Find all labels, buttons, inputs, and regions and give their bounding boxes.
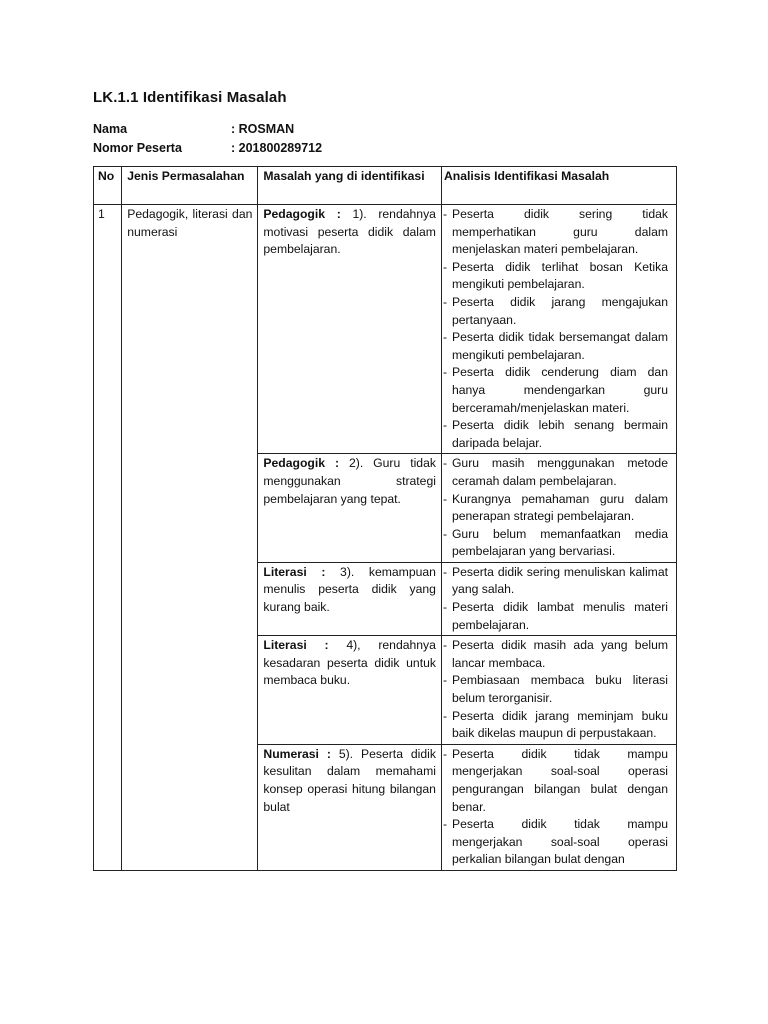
masalah-category: Numerasi : (263, 746, 331, 761)
problem-identification-table (93, 166, 677, 871)
analisis-item: - Kurangnya pemahaman guru dalam penerapan strategi pembelajaran. (444, 491, 668, 526)
participant-info (93, 120, 322, 158)
name-row (93, 120, 322, 139)
analisis-item: - Peserta didik tidak bersemangat dalam mengikuti pembelajaran. (444, 329, 668, 364)
masalah-cell (258, 744, 442, 870)
table-body (94, 205, 677, 871)
analisis-list (444, 746, 668, 869)
header-masalah: Masalah yang di identifikasi (258, 167, 442, 205)
masalah-category: Pedagogik : (263, 207, 341, 221)
analisis-item: - Peserta didik jarang meminjam buku baik dikelas maupun di perpustakaan. (444, 708, 668, 743)
masalah-text: 4), rendahnya kesadaran peserta didik untuk membaca buku. (263, 638, 436, 688)
analisis-item: - Peserta didik masih ada yang belum lancar membaca. (444, 637, 668, 672)
header-jenis-permasalahan: Jenis Permasalahan (122, 167, 258, 205)
row-number: 1 (94, 205, 122, 871)
masalah-cell (258, 562, 442, 635)
participant-number-row (93, 139, 322, 158)
analisis-item: - Peserta didik jarang mengajukan pertanyaan. (444, 294, 668, 329)
page-title: LK.1.1 Identifikasi Masalah (93, 89, 287, 106)
participant-number-label: Nomor Peserta (93, 141, 182, 155)
masalah-cell (258, 636, 442, 745)
masalah-category: Pedagogik : (263, 456, 340, 471)
analisis-list (444, 637, 668, 743)
analisis-item: - Peserta didik terlihat bosan Ketika mengikuti pembelajaran. (444, 259, 668, 294)
masalah-category: Literasi : (263, 564, 326, 579)
name-label: Nama (93, 122, 128, 136)
masalah-cell (258, 205, 442, 454)
analisis-item: - Peserta didik lambat menulis materi pembelajaran. (444, 599, 668, 634)
analisis-item: - Peserta didik cenderung diam dan hanya mendengarkan guru berceramah/menjelaskan materi. (444, 364, 668, 417)
analisis-list (444, 206, 668, 452)
masalah-cell (258, 454, 442, 563)
analisis-list (444, 564, 668, 634)
analisis-item: - Peserta didik tidak mampu mengerjakan soal-soal operasi pengurangan bilangan bulat dengan benar. (444, 746, 668, 816)
analisis-cell (441, 454, 676, 563)
analisis-item: - Pembiasaan membaca buku literasi belum terorganisir. (444, 672, 668, 707)
analisis-cell (441, 636, 676, 745)
table-header-row (94, 167, 677, 205)
analisis-cell (441, 562, 676, 635)
analisis-item: - Peserta didik tidak mampu mengerjakan soal-soal operasi perkalian bilangan bulat dengan (444, 816, 668, 869)
header-no: No (94, 167, 122, 205)
analisis-cell (441, 205, 676, 454)
table-row (94, 205, 677, 454)
jenis-permasalahan-cell: Pedagogik, literasi dan numerasi (122, 205, 258, 871)
masalah-category: Literasi : (263, 638, 329, 653)
participant-number-value: : 201800289712 (231, 141, 323, 155)
analisis-cell (441, 744, 676, 870)
analisis-list (444, 455, 668, 561)
analisis-item: - Guru belum memanfaatkan media pembelajaran yang bervariasi. (444, 526, 668, 561)
masalah-text: 1). rendahnya motivasi peserta didik dalam pembelajaran. (263, 207, 436, 257)
masalah-text: 5). Peserta didik kesulitan dalam memahami konsep operasi hitung bilangan bulat (263, 746, 436, 814)
masalah-text: 3). kemampuan menulis peserta didik yang kurang baik. (263, 564, 436, 615)
header-analisis: Analisis Identifikasi Masalah (441, 167, 676, 205)
analisis-item: - Peserta didik lebih senang bermain daripada belajar. (444, 417, 668, 452)
masalah-text: 2). Guru tidak menggunakan strategi pembelajaran yang tepat. (263, 456, 436, 506)
analisis-item: - Peserta didik sering menuliskan kalimat yang salah. (444, 564, 668, 599)
analisis-item: - Guru masih menggunakan metode ceramah dalam pembelajaran. (444, 455, 668, 490)
name-value: : ROSMAN (231, 122, 295, 136)
analisis-item: - Peserta didik sering tidak memperhatikan guru dalam menjelaskan materi pembelajaran. (444, 206, 668, 259)
